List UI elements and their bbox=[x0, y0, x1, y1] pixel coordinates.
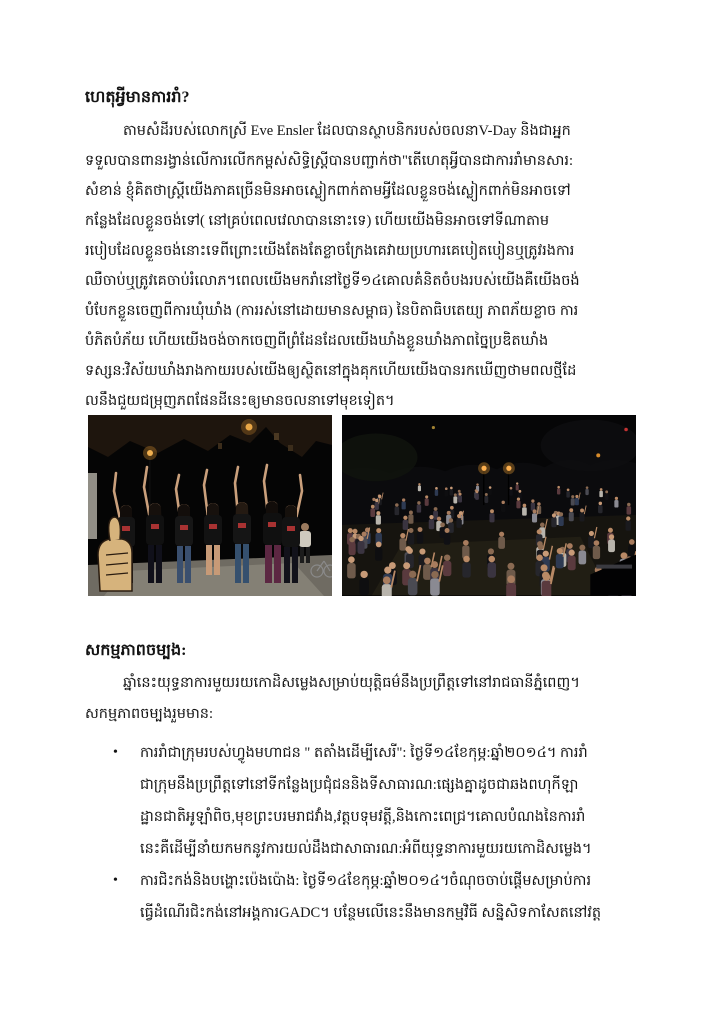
text-line: របៀបដែលខ្លួនចង់នោះទេពីព្រោះយើងតែងតែខ្លាចក្រែងគេវាយប្រហារគេបៀតបៀនឬត្រូវរងការ bbox=[85, 243, 575, 259]
text-line: ធ្វើដំណើរជិះកង់នៅអង្គការGADC។ បន្ថែមលើនេះនឹងមានកម្មវិធី សន្និសិទកាសែតនៅវត្ត bbox=[140, 905, 602, 921]
photo-row bbox=[88, 415, 638, 596]
activities-list bbox=[85, 737, 638, 929]
text-line: លនឹងជួយជម្រុញភពផែនដីនេះឲ្យមានចលនាទៅមុខទៀត។ bbox=[85, 393, 395, 409]
bullet-dot: • bbox=[113, 745, 118, 760]
photo-flashmob-dancers bbox=[88, 415, 332, 596]
text-line: ការជិះកង់និងបង្ហោះប៉េងប៉ោង: ថ្ងៃទី១៤ខែកុម្ភ:ឆ្នាំ២០១៤។ចំណុចចាប់ផ្ដើមសម្រាប់ការ bbox=[140, 873, 592, 889]
text-line: ដ្ឋានជាតិអូឡាំពិច,មុខព្រះបរមរាជវាំង,វត្តបទុមវត្តី,និងកោះពេជ្រ។គោលបំណងនៃការរាំ bbox=[140, 809, 586, 825]
text-line: ឈឺចាប់ឬត្រូវគេចាប់រំលោភ។ពេលយើងមករាំនៅថ្ងៃទី១៤គោលគំនិតចំបងរបស់យើងគឺយើងចង់ bbox=[85, 273, 580, 289]
section1-heading: ហេតុអ្វីមានការរាំ? bbox=[85, 89, 190, 106]
crowd-night-illustration bbox=[342, 415, 636, 596]
text-line: ជាក្រុមនឹងប្រព្រឹត្តទៅនៅទីកន្លែងប្រជុំជននិងទីសាធារណ:ផ្សេងគ្នាដូចជាឆងពហុកីឡា bbox=[140, 777, 579, 793]
text-line: ឆ្នាំនេះយុទ្ធនាការមួយរយកោដិសម្លេងសម្រាប់យុត្តិធម៌នឹងប្រព្រឹត្តទៅនៅរាជធានីភ្នំពេញ។ bbox=[123, 675, 580, 691]
text-line: សកម្មភាពចម្បងរួមមាន: bbox=[85, 706, 214, 722]
text-line: ទស្សន:វិស័យឃាំងរាងកាយរបស់យើងឲ្យស្ថិតនៅក្នុងគុកហើយយើងបានរកឃើញថាមពលថ្មីដែ bbox=[85, 363, 577, 379]
flashmob-night-illustration bbox=[88, 415, 332, 596]
text-line: ការរាំជាក្រុមរបស់ហ្វូងមហាជន " តតាំងដើម្បីសេរី": ថ្ងៃទី១៤ខែកុម្ភ:ឆ្នាំ២០១៤។ ការរាំ bbox=[140, 745, 588, 761]
photo-night-crowd bbox=[342, 415, 636, 596]
text-line: សំខាន់ ខ្ញុំគិតថាស្ត្រីយើងភាគច្រើនមិនអាចស្លៀកពាក់តាមអ្វីដែលខ្លួនចង់ស្លៀកពាក់មិនអាចទៅ bbox=[85, 183, 571, 199]
text-line: បំបែកខ្លួនចេញពីការឃុំឃាំង (ការរស់នៅដោយមានសម្ពាធ) នៃបិតាធិបតេយ្យ ភាពភ័យខ្លាច ការ bbox=[85, 303, 579, 319]
text-line: ទទួលបានពានរង្វាន់លើការលើកកម្ពស់សិទ្ធិស្ត្រីបានបញ្ជាក់ថា"តើហេតុអ្វីបានជាការរាំមានសារ: bbox=[85, 153, 573, 169]
section2-heading: សកម្មភាពចម្បង: bbox=[85, 642, 187, 659]
section1-paragraph bbox=[85, 116, 638, 416]
text-line: តាមសំដីរបស់លោកស្រី Eve Ensler ដែលបានស្ថាបនិករបស់ចលនាV-Day និងជាអ្នក bbox=[123, 123, 571, 139]
text-line: នេះគឺដើម្បីនាំយកមកនូវការយល់ដឹងជាសាធារណ:អំពីយុទ្ធនាការមួយរយកោដិសម្លេង។ bbox=[140, 841, 592, 857]
text-line: កន្លែងដែលខ្លួនចង់ទៅ( នៅគ្រប់ពេលវេលាបាននោះទេ) ហើយយើងមិនអាចទៅទីណាតាម bbox=[85, 213, 550, 229]
list-item-bike-ride bbox=[85, 865, 638, 929]
section2-intro bbox=[85, 668, 638, 730]
text-line: បំភិតបំភ័យ ហើយយើងចង់ចាកចេញពីព្រំដែនដែលយើងឃាំងខ្លួនឃាំងភាពច្នៃប្រឌិតឃាំង bbox=[85, 333, 549, 349]
bullet-dot: • bbox=[113, 873, 118, 888]
list-item-mass-dance bbox=[85, 737, 638, 865]
